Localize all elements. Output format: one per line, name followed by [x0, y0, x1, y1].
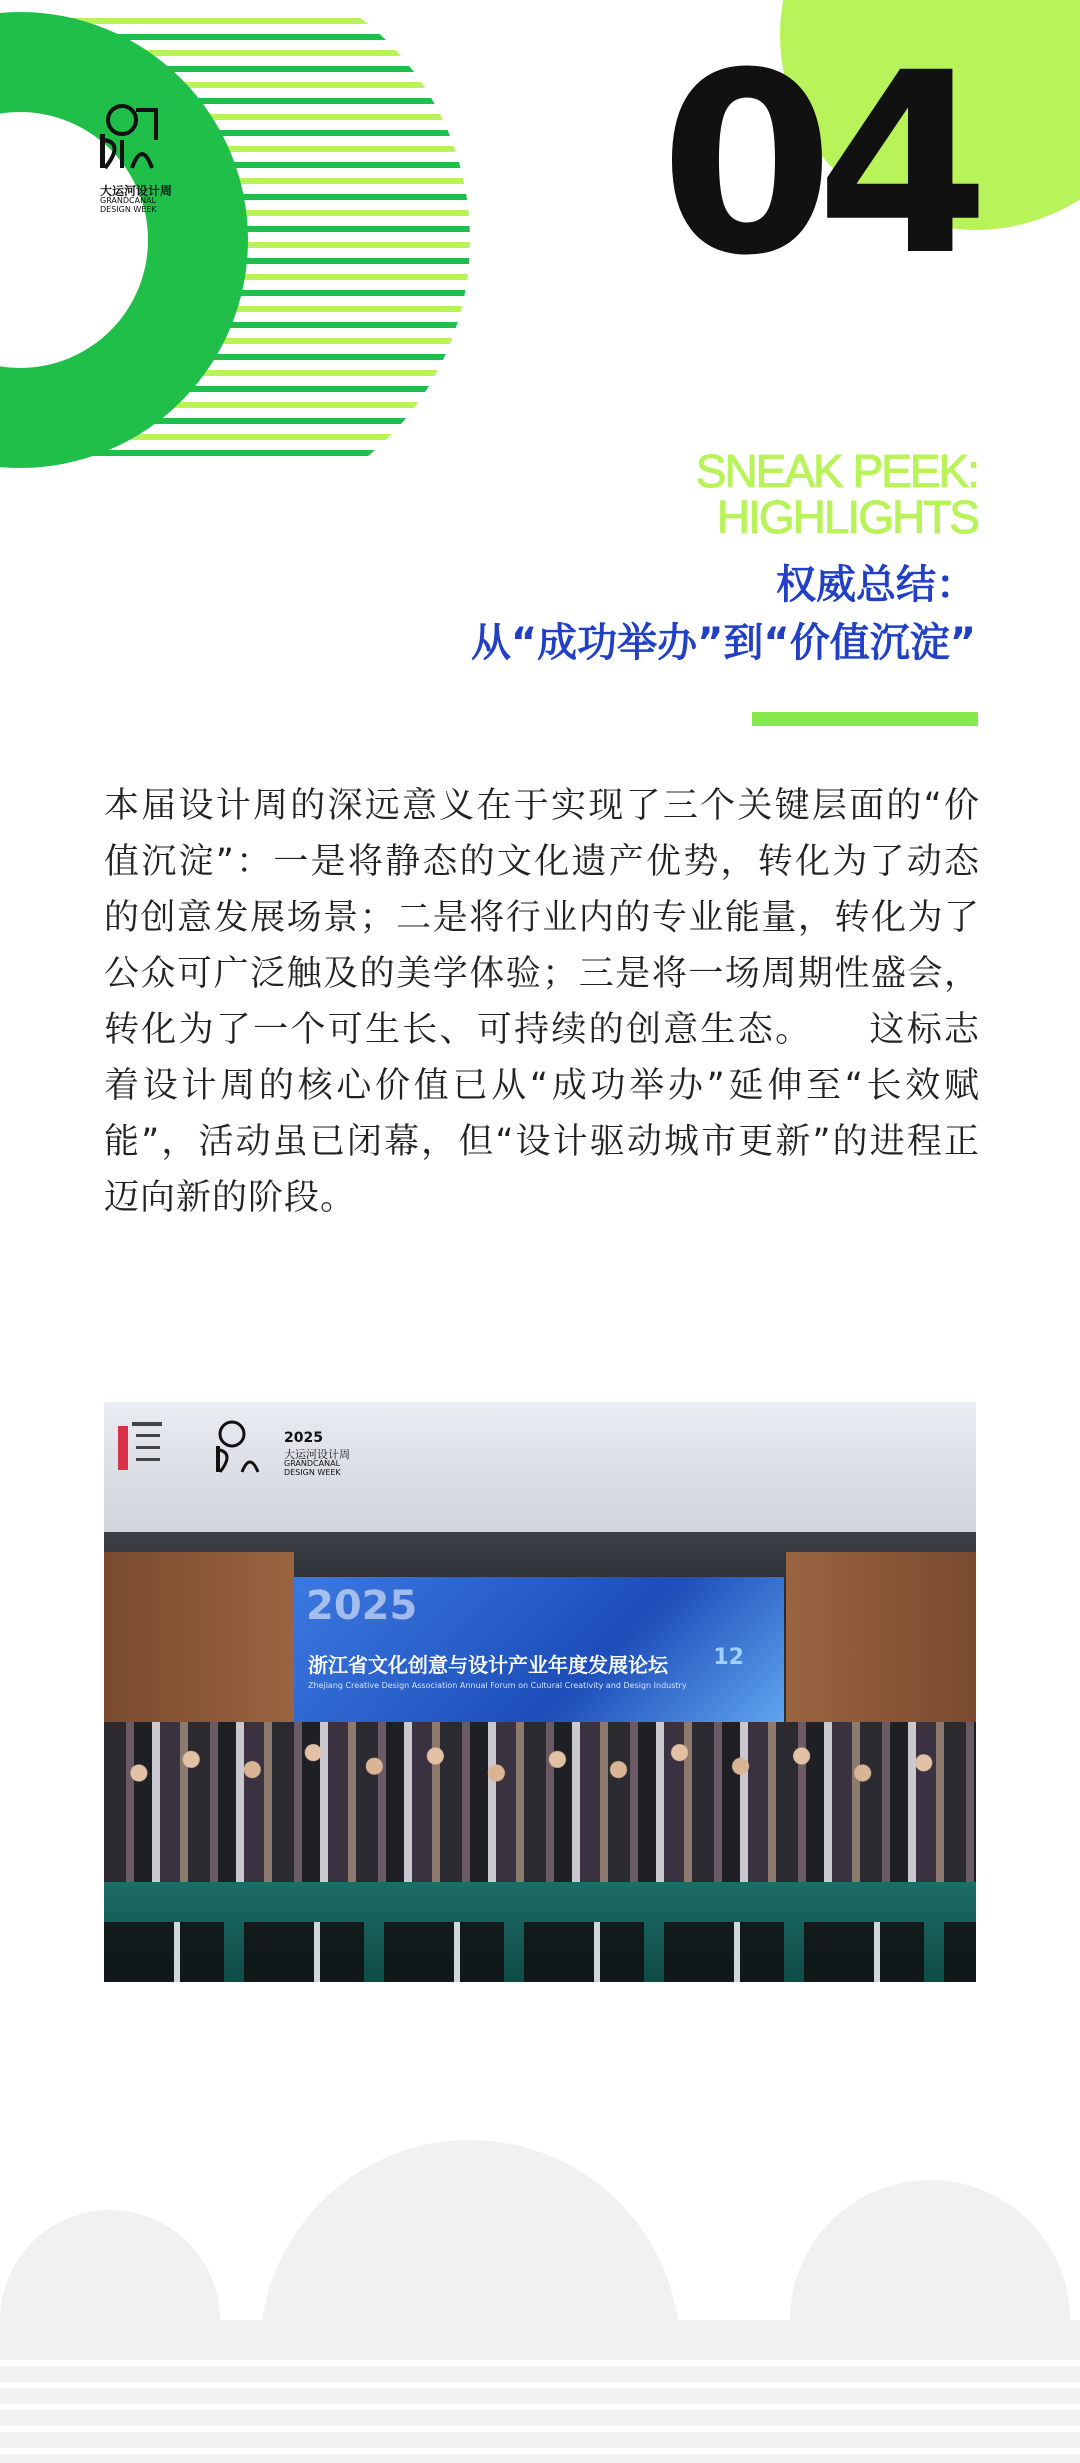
section-title — [471, 556, 976, 672]
photo-logo-name-en-line2: DESIGN WEEK — [284, 1468, 341, 1477]
photo-logo-name-en-line1: GRANDCANAL — [284, 1459, 341, 1468]
body-paragraph: 本届设计周的深远意义在于实现了三个关键层面的“价值沉淀”：一是将静态的文化遗产优势，转化为了动态的创意发展场景；二是将行业内的专业能量，转化为了公众可广泛触及的美学体验；三是将一场周期性盛会，转化为了一个可生长、可持续的创意生态。 这标志着设计周的核心价值已从“成功举办”延伸至“长效赋能”，活动虽已闭幕，但“设计驱动城市更新”的进程正迈向新的阶段。 — [104, 786, 980, 1218]
section-title-line1: 权威总结： — [776, 562, 976, 608]
logo-name-en-line2: DESIGN WEEK — [100, 205, 157, 214]
photo-watermark-logo — [114, 1412, 354, 1482]
logo-mark-icon — [92, 100, 164, 180]
section-label-line2: HIGHLIGHTS — [716, 491, 978, 543]
section-label — [695, 445, 978, 543]
logo-name-en — [100, 196, 157, 214]
section-label-line1: SNEAK PEEK: — [695, 445, 978, 497]
event-group-photo — [104, 1402, 976, 1982]
photo-logo-year: 2025 — [284, 1430, 323, 1446]
design-week-logo — [92, 100, 192, 214]
screen-title: 浙江省文化创意与设计产业年度发展论坛 — [308, 1653, 668, 1677]
section-number: 04 — [660, 19, 972, 310]
photo-logo-name-en — [284, 1459, 341, 1477]
screen-number: 12 — [713, 1645, 744, 1670]
photo-crowd — [104, 1722, 976, 1892]
bottom-arch-decoration — [0, 2060, 1080, 2463]
accent-bar — [752, 712, 978, 726]
decorative-stripe-graphic — [0, 0, 520, 470]
screen-subtitle: Zhejiang Creative Design Association Annual Forum on Cultural Creativity and Design Industry — [308, 1681, 687, 1690]
screen-year: 2025 — [306, 1583, 418, 1629]
photo-logo-mark-icon — [114, 1412, 274, 1478]
photo-stage-screen — [294, 1577, 784, 1732]
section-title-line2: 从“成功举办”到“价值沉淀” — [470, 620, 976, 666]
logo-name-en-line1: GRANDCANAL — [100, 196, 157, 205]
photo-logo-name-cn: 大运河设计周 — [284, 1448, 350, 1461]
logo-name-cn: 大运河设计周 — [100, 184, 173, 198]
photo-chairs — [104, 1922, 976, 1982]
